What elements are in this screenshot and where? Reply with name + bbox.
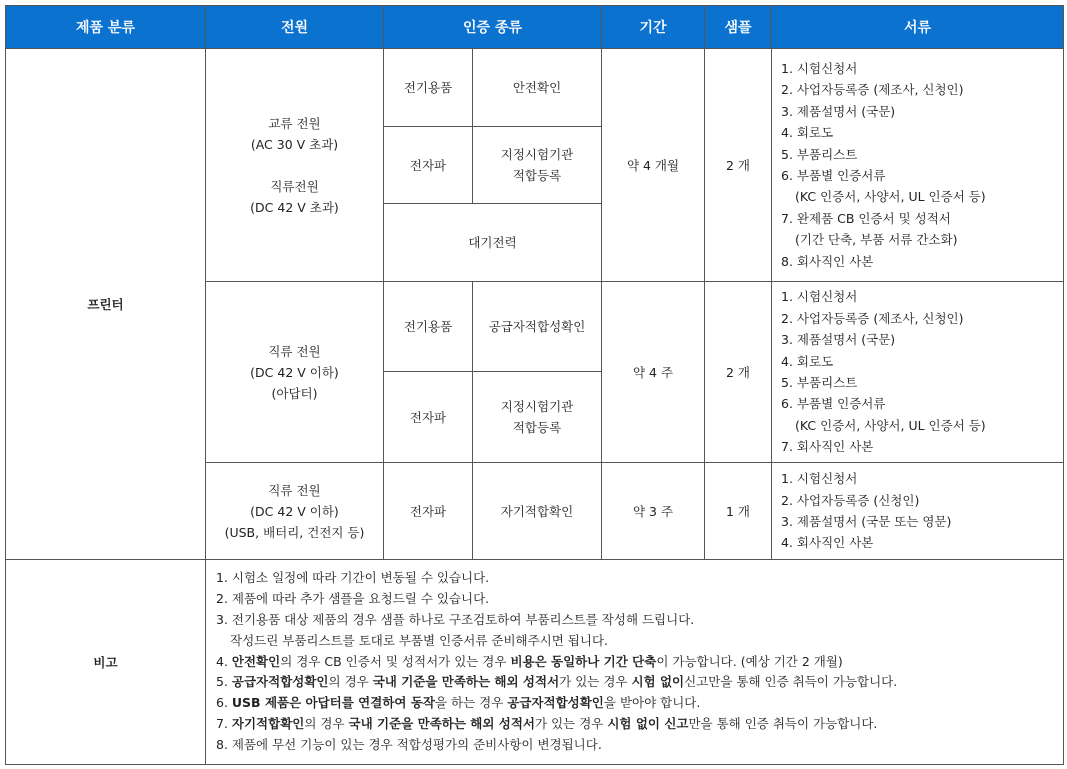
- cert-name-line: 지정시험기관: [500, 147, 574, 162]
- power-line: 교류 전원: [268, 115, 321, 131]
- cert-name-line: 지정시험기관: [500, 399, 574, 414]
- doc-item: 2. 사업자등록증 (제조사, 신청인): [781, 310, 964, 326]
- period-cell: 약 3 주: [602, 463, 705, 560]
- power-line: 직류 전원: [268, 343, 321, 359]
- remark-emphasis: 시험 없이: [631, 674, 685, 690]
- remark-text: 가 있는 경우: [535, 715, 608, 731]
- doc-item: 1. 시험신청서: [781, 60, 858, 76]
- cert-name-cell: 안전확인: [473, 49, 602, 127]
- remark-emphasis: 국내 기준을 만족하는 해외 성적서: [348, 715, 536, 731]
- remark-line: [216, 652, 1063, 673]
- doc-item: (KC 인증서, 사양서, UL 인증서 등): [795, 189, 986, 205]
- remark-line: [216, 735, 1063, 756]
- header-period: 기간: [602, 6, 705, 49]
- doc-item: 1. 시험신청서: [781, 471, 858, 487]
- cert-type-cell: 전자파: [384, 372, 473, 463]
- remark-text: 만을 통해 인증 취득이 가능합니다.: [688, 715, 878, 731]
- doc-item: 5. 부품리스트: [781, 146, 858, 162]
- remark-text: 의 경우: [304, 715, 349, 731]
- power-cell: [206, 282, 384, 463]
- cert-name-cell: [473, 372, 602, 463]
- doc-item: 4. 회사직인 사본: [781, 535, 874, 551]
- period-cell: 약 4 주: [602, 282, 705, 463]
- doc-item: 3. 제품설명서 (국문 또는 영문): [781, 514, 952, 529]
- remark-text: 6.: [216, 695, 232, 711]
- header-power: 전원: [206, 6, 384, 49]
- remark-text: 2. 제품에 따라 추가 샘플을 요청드릴 수 있습니다.: [216, 591, 490, 607]
- certification-table: [5, 5, 1064, 765]
- remark-text: 3. 전기용품 대상 제품의 경우 샘플 하나로 구조검토하여 부품리스트를 작성해 드립니다.: [216, 612, 695, 627]
- table-row: [6, 49, 1064, 127]
- remark-text: 을 받아야 합니다.: [603, 695, 701, 711]
- remark-emphasis: 비용은 동일하나 기간 단축: [510, 653, 657, 669]
- power-cell: [206, 463, 384, 560]
- remark-text: 신고만을 통해 인증 취득이 가능합니다.: [684, 674, 898, 690]
- doc-item: 8. 회사직인 사본: [781, 253, 874, 269]
- remark-text: 5.: [216, 674, 232, 690]
- doc-item: 1. 시험신청서: [781, 289, 858, 305]
- doc-item: 5. 부품리스트: [781, 375, 858, 390]
- power-line: (DC 42 V 이하): [250, 364, 339, 380]
- sample-cell: 2 개: [705, 49, 772, 282]
- docs-cell: [772, 463, 1064, 560]
- doc-item: 6. 부품별 인증서류: [781, 396, 886, 412]
- power-line: (DC 42 V 초과): [250, 199, 339, 215]
- sample-cell: 2 개: [705, 282, 772, 463]
- cert-name-cell: [473, 127, 602, 204]
- remark-text: 가 있는 경우: [559, 674, 632, 690]
- remark-line: [216, 714, 1063, 735]
- period-cell: 약 4 개월: [602, 49, 705, 282]
- remark-text: 1. 시험소 일정에 따라 기간이 변동될 수 있습니다.: [216, 570, 490, 586]
- doc-item: 3. 제품설명서 (국문): [781, 332, 896, 348]
- doc-item: 4. 회로도: [781, 353, 834, 369]
- remark-text: 이 가능합니다. (예상 기간 2 개월): [656, 653, 843, 669]
- doc-item: 7. 회사직인 사본: [781, 439, 874, 455]
- remark-line: [216, 568, 1063, 589]
- cert-name-line: 적합등록: [512, 168, 562, 183]
- header-docs: 서류: [772, 6, 1064, 49]
- power-cell: [206, 49, 384, 282]
- cert-type-cell: 전자파: [384, 463, 473, 560]
- cert-type-cell: 전기용품: [384, 49, 473, 127]
- remark-text: 8. 제품에 무선 기능이 있는 경우 적합성평가의 준비사항이 변경됩니다.: [216, 736, 602, 752]
- power-line: (USB, 배터리, 건전지 등): [224, 524, 365, 540]
- cert-type-cell: 전기용품: [384, 282, 473, 372]
- remark-line: [216, 589, 1063, 610]
- remark-line: [216, 672, 1063, 693]
- standby-power-cell: 대기전력: [384, 204, 602, 282]
- remarks-label: 비고: [6, 560, 206, 765]
- doc-item: (기간 단축, 부품 서류 간소화): [795, 232, 958, 248]
- remark-text: 의 경우: [328, 674, 373, 690]
- doc-item: 7. 완제품 CB 인증서 및 성적서: [781, 210, 951, 226]
- remark-emphasis: 자기적합확인: [231, 715, 305, 731]
- doc-item: 2. 사업자등록증 (신청인): [781, 492, 920, 508]
- doc-item: 4. 회로도: [781, 125, 834, 141]
- power-line: 직류전원: [270, 178, 319, 194]
- remark-emphasis: 공급자적합성확인: [507, 695, 604, 711]
- remark-line: [216, 610, 1063, 631]
- remark-text: 의 경우 CB 인증서 및 성적서가 있는 경우: [280, 653, 511, 669]
- remarks-row: [6, 560, 1064, 765]
- doc-item: 6. 부품별 인증서류: [781, 168, 886, 183]
- doc-item: 2. 사업자등록증 (제조사, 신청인): [781, 82, 964, 98]
- remark-text: 작성드린 부품리스트를 토대로 부품별 인증서류 준비해주시면 됩니다.: [230, 632, 608, 648]
- category-cell: 프린터: [6, 49, 206, 560]
- cert-type-cell: 전자파: [384, 127, 473, 204]
- docs-cell: [772, 282, 1064, 463]
- remark-emphasis: 안전확인: [231, 653, 281, 669]
- doc-item: 3. 제품설명서 (국문): [781, 103, 896, 119]
- remark-line: [216, 631, 1063, 652]
- power-line: 직류 전원: [268, 482, 321, 498]
- remark-line: [216, 693, 1063, 714]
- doc-item: (KC 인증서, 사양서, UL 인증서 등): [795, 417, 986, 433]
- remark-emphasis: USB 제품은 아답터를 연결하여 동작: [231, 695, 435, 711]
- remark-text: 을 하는 경우: [434, 695, 508, 711]
- header-sample: 샘플: [705, 6, 772, 49]
- header-cert-type: 인증 종류: [384, 6, 602, 49]
- docs-cell: [772, 49, 1064, 282]
- sample-cell: 1 개: [705, 463, 772, 560]
- remark-emphasis: 국내 기준을 만족하는 해외 성적서: [372, 674, 560, 690]
- remark-emphasis: 공급자적합성확인: [231, 674, 329, 690]
- remark-text: 4.: [216, 653, 232, 669]
- power-line: (DC 42 V 이하): [250, 503, 339, 519]
- power-line: (아답터): [271, 385, 318, 401]
- header-category: 제품 분류: [6, 6, 206, 49]
- remark-emphasis: 시험 없이 신고: [607, 715, 689, 731]
- remarks-cell: [206, 560, 1064, 765]
- remark-text: 7.: [216, 715, 232, 731]
- cert-name-line: 적합등록: [512, 420, 562, 435]
- power-line: (AC 30 V 초과): [250, 136, 339, 152]
- power-gap: [206, 155, 383, 176]
- header-row: [6, 6, 1064, 49]
- cert-name-cell: 자기적합확인: [473, 463, 602, 560]
- cert-name-cell: 공급자적합성확인: [473, 282, 602, 372]
